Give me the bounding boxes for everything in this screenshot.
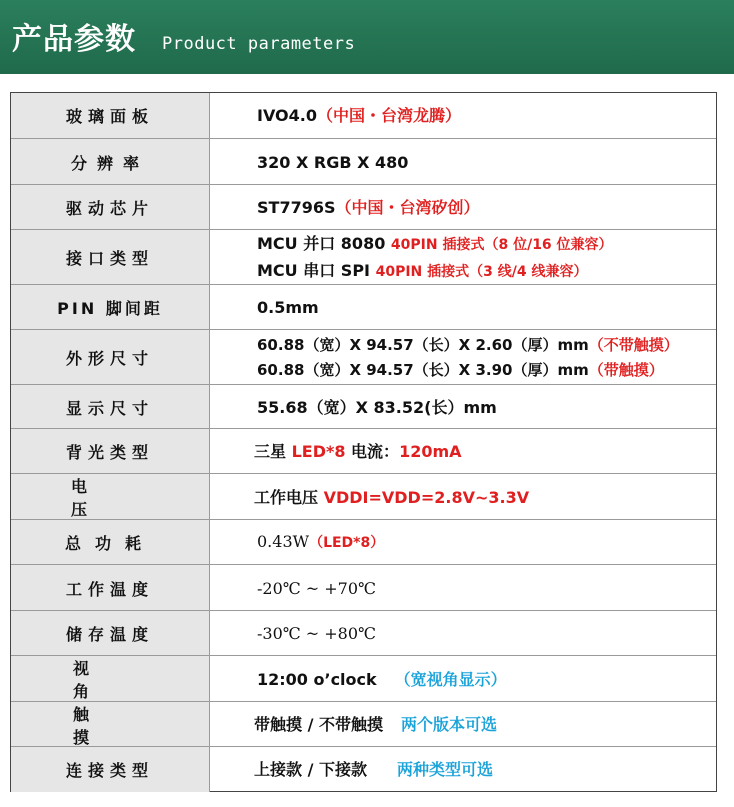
row-label-cell (11, 230, 210, 285)
table-row (11, 93, 716, 138)
row-label-cell (11, 474, 210, 520)
table-row (11, 610, 716, 656)
row-value: 上接款 / 下接款 (254, 760, 367, 779)
row-label-cell (11, 747, 210, 792)
row-label-cell (11, 429, 210, 474)
row-value-cell (210, 230, 716, 285)
table-row (11, 284, 716, 330)
row-label-cell (11, 565, 210, 611)
row-value-note: （中国・台湾龙腾） (317, 106, 462, 125)
table-row (11, 746, 716, 792)
row-label-cell (11, 139, 210, 185)
row-value: 12:00 o’clock (257, 669, 377, 689)
row-label: 驱动芯片 (65, 199, 154, 218)
row-value-note: （LED*8） (309, 535, 385, 551)
row-label-cell (11, 611, 210, 656)
row-label: 电压 (71, 477, 148, 519)
page-header (0, 0, 734, 74)
row-value-cell (210, 611, 716, 656)
row-value: 60.88（宽）X 94.57（长）X 2.60（厚）mm (257, 335, 589, 354)
row-label: 总功耗 (64, 534, 155, 553)
row-label: 玻璃面板 (65, 107, 154, 126)
row-value-cell (210, 565, 716, 611)
row-value: MCU 串口 SPI (257, 260, 371, 280)
table-row (11, 564, 716, 611)
row-value: 0.43W (257, 532, 310, 551)
row-label: 分辨率 (70, 153, 149, 173)
table-row (11, 184, 716, 230)
row-value-cell (210, 285, 716, 330)
table-row (11, 329, 716, 385)
row-value-cell (210, 93, 716, 138)
row-value-cell (210, 474, 716, 520)
row-value-note: 120mA (399, 442, 462, 461)
row-value-cell (210, 429, 716, 474)
row-label: 背光类型 (65, 443, 154, 462)
row-label: 外形尺寸 (65, 349, 154, 368)
row-value-note: LED*8 (291, 442, 346, 461)
row-value-note: VDDI=VDD=2.8V~3.3V (323, 487, 530, 507)
row-value-cell (210, 520, 716, 565)
table-row (11, 384, 716, 429)
row-value: MCU 并口 8080 (257, 233, 386, 253)
row-value-note: 40PIN 插接式（8 位/16 位兼容） (390, 236, 613, 253)
table-row (11, 519, 716, 565)
row-label-cell (11, 702, 210, 747)
page-subtitle: Product parameters (162, 34, 356, 54)
row-label-cell (11, 520, 210, 565)
table-row (11, 428, 716, 474)
row-label: 工作温度 (65, 579, 154, 599)
row-value-cell (210, 385, 716, 429)
row-label-cell (11, 185, 210, 230)
row-value-note: （宽视角显示） (394, 669, 507, 689)
row-label: 显示尺寸 (65, 398, 154, 418)
row-value-cell (210, 330, 716, 385)
row-label-cell (11, 330, 210, 385)
row-label: 储存温度 (65, 625, 154, 644)
row-value: -20℃ ~ +70℃ (257, 578, 376, 598)
row-value: 0.5mm (257, 298, 319, 317)
row-value: 带触摸 / 不带触摸 (254, 715, 383, 734)
row-value: 电流： (345, 442, 400, 461)
row-value-note: 两个版本可选 (401, 715, 498, 734)
table-row (11, 229, 716, 285)
row-value-cell (210, 747, 716, 792)
row-value-note: （带触摸） (588, 360, 664, 379)
row-label: 连接类型 (65, 761, 154, 780)
row-value: 三星 (254, 442, 292, 461)
row-value: 工作电压 (254, 487, 324, 507)
table-row (11, 701, 716, 747)
row-value-note: （不带触摸） (588, 335, 679, 354)
row-value-cell (210, 656, 716, 702)
row-value: 320 X RGB X 480 (257, 152, 409, 172)
table-row (11, 473, 716, 520)
row-value: 60.88（宽）X 94.57（长）X 3.90（厚）mm (257, 360, 589, 379)
row-label-cell (11, 285, 210, 330)
row-label: 触摸 (73, 704, 152, 747)
row-value-note: 40PIN 插接式（3 线/4 线兼容） (375, 263, 588, 280)
row-label-cell (11, 93, 210, 138)
row-value: -30℃ ~ +80℃ (257, 624, 376, 643)
row-label: PIN 脚间距 (57, 299, 163, 318)
row-value-cell (210, 702, 716, 747)
row-value: IVO4.0 (257, 106, 317, 125)
parameters-table (10, 92, 717, 792)
row-value-note: 两种类型可选 (397, 760, 494, 779)
table-row (11, 138, 716, 185)
row-value: 55.68（宽）X 83.52(长）mm (257, 397, 497, 417)
row-value-cell (210, 185, 716, 230)
row-label: 接口类型 (65, 249, 154, 268)
row-value-cell (210, 139, 716, 185)
row-label-cell (11, 656, 210, 702)
row-value: ST7796S (257, 198, 336, 217)
row-label: 视角 (73, 659, 152, 701)
table-row (11, 655, 716, 702)
row-label-cell (11, 385, 210, 429)
page-title: 产品参数 (12, 22, 136, 57)
row-value-note: （中国・台湾矽创） (335, 198, 480, 217)
